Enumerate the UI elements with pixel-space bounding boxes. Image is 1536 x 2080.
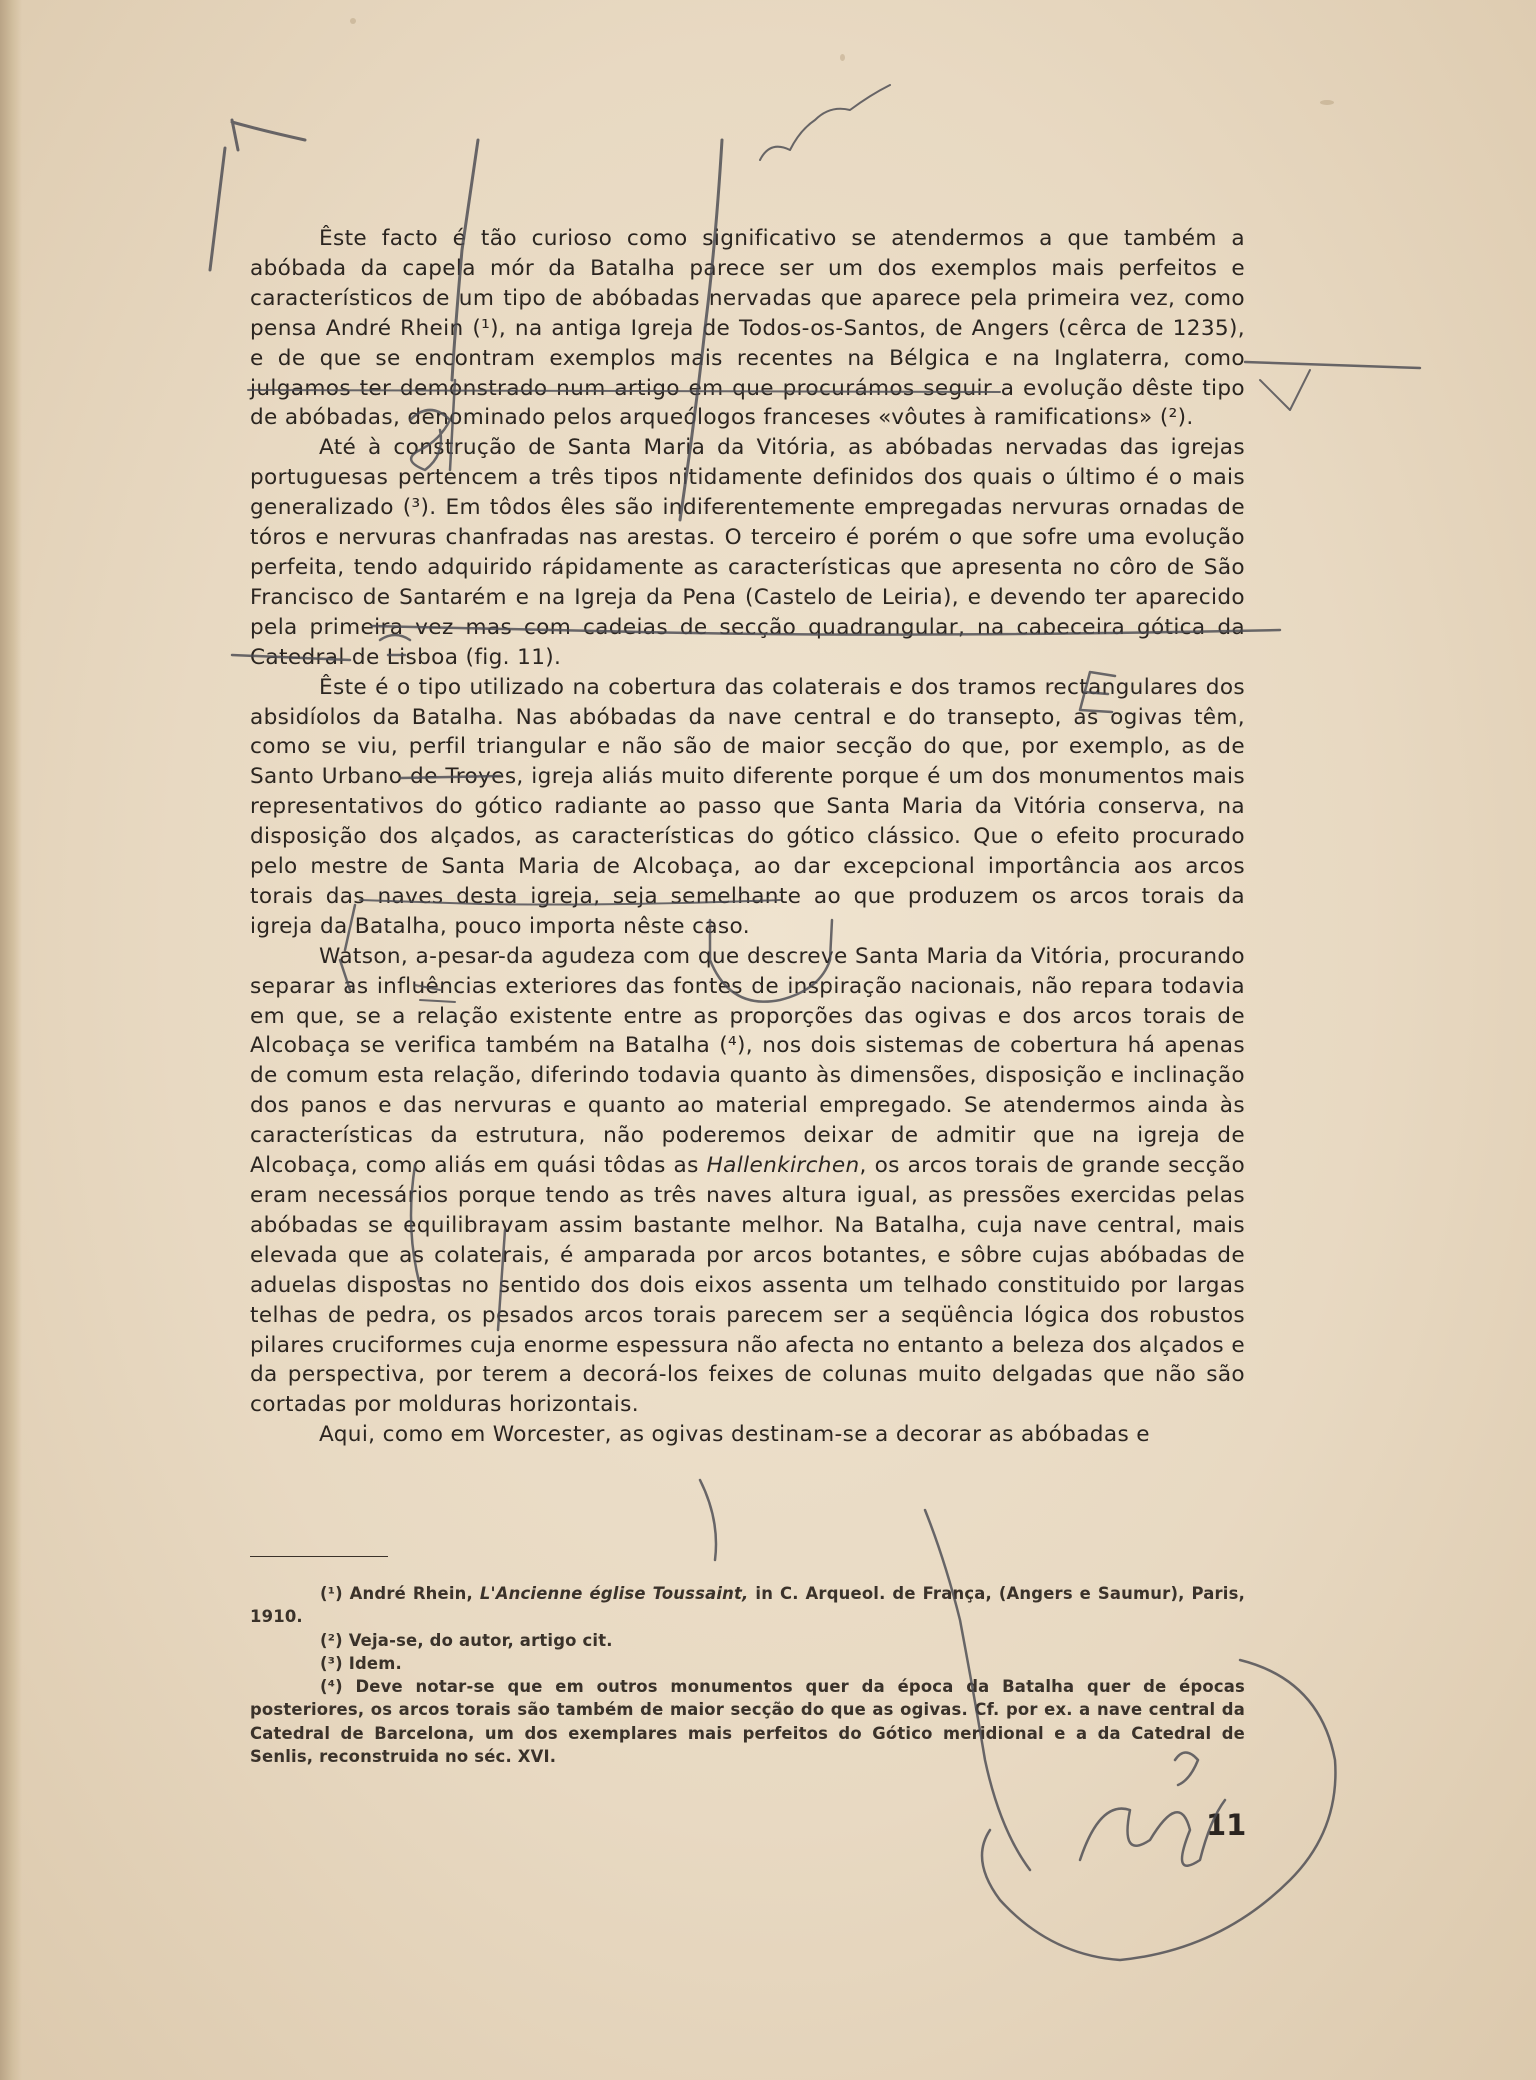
paper-spot	[1320, 100, 1334, 105]
footnote-text: Idem.	[348, 1653, 402, 1673]
pencil-line-right	[1245, 362, 1420, 368]
page-edge-shadow	[0, 0, 22, 2080]
footnote-3	[250, 1652, 1245, 1675]
paragraph-1: Êste facto é tão curioso como significativo se atendermos a que também a abóbada da capela mór da Batalha parece ser um dos exemplos mais perfeitos e característicos de um tipo de abóbadas nervadas que aparece pela primeira vez, como pensa André Rhein (¹), na antiga Igreja de Todos-os-Santos, de Angers (cêrca de 1235), e de que se encontram exemplos mais recentes na Bélgica e na Inglaterra, como julgamos ter demonstrado num artigo em que procurámos seguir a evolução dêste tipo de abóbadas, denominado pelos arqueólogos franceses «vôutes à ramifications» (²).	[250, 226, 1245, 431]
paragraph-4	[250, 942, 1245, 1421]
paper-spot	[840, 54, 845, 61]
page-number: 11	[1206, 1808, 1247, 1842]
footnote-mark: (²)	[320, 1630, 343, 1650]
footnote-1	[250, 1582, 1245, 1629]
footnotes	[250, 1582, 1245, 1768]
paragraph-4-text-a: Watson, a-pesar-da agudeza com que descreve Santa Maria da Vitória, procurando separar as influências exteriores das fontes de inspiração nacionais, não repara todavia em que, se a relação existente entre as proporções das ogivas e dos arcos torais de Alcobaça se verifica também na Batalha (⁴), nos dois sistemas de cobertura há apenas de comum esta relação, diferindo todavia quanto às dimensões, disposição e inclinação dos panos e das nervuras e quanto ao material empregado. Se atendermos ainda às características da estrutura, não poderemos deixar de admitir que na igreja de Alcobaça, como aliás em quási tôdas as	[250, 943, 1245, 1179]
paragraph-4-italic-term: Hallenkirchen	[706, 1153, 860, 1179]
pencil-signature-scribble	[1080, 1800, 1225, 1866]
paper-spot	[350, 18, 356, 24]
body-text	[250, 224, 1245, 1450]
footnote-text: Veja-se, do autor, artigo cit.	[348, 1630, 613, 1650]
footnote-italic: L'Ancienne église Toussaint,	[479, 1584, 749, 1603]
paragraph-5: Aqui, como em Worcester, as ogivas destinam-se a decorar as abóbadas e	[319, 1422, 1150, 1448]
footnote-text: Deve notar-se que em outros monumentos quer da época da Batalha quer de épocas posteriores, os arcos torais são também de maior secção do que as ogivas. Cf. por ex. a nave central da Catedral de Barcelona, um dos exemplares mais perfeitos do Gótico meridional e a da Catedral de Senlis, reconstruida no séc. XVI.	[250, 1677, 1245, 1767]
footnote-text: in C. Arqueol. de França, (Angers e Saumur), Paris, 1910.	[250, 1584, 1245, 1627]
paragraph-2: Até à construção de Santa Maria da Vitória, as abóbadas nervadas das igrejas portuguesas pertencem a três tipos nitidamente definidos dos quais o último é o mais generalizado (³). Em tôdos êles são indiferentemente empregadas nervuras ornadas de tóros e nervuras chanfradas nas arestas. O terceiro é porém o que sofre uma evolução perfeita, tendo adquirido rápidamente as características que apresenta no côro de São Francisco de Santarém e na Igreja da Pena (Castelo de Leiria), e devendo ter aparecido pela primeira vez mas com cadeias de secção quadrangular, na cabeceira gótica da Catedral de Lisboa (fig. 11).	[250, 435, 1245, 670]
footnote-mark: (⁴)	[320, 1677, 343, 1697]
footnote-4	[250, 1675, 1245, 1768]
paragraph-3: Êste é o tipo utilizado na cobertura das colaterais e dos tramos rectangulares dos absidíolos da Batalha. Nas abóbadas da nave central e do transepto, as ogivas têm, como se viu, perfil triangular e não são de maior secção do que, por exemplo, as de Santo Urbano de Troyes, igreja aliás muito diferente porque é um dos monumentos mais representativos do gótico radiante ao passo que Santa Maria da Vitória conserva, na disposição dos alçados, as características do gótico clássico. Que o efeito procurado pelo mestre de Santa Maria de Alcobaça, ao dar excepcional importância aos arcos torais das naves desta igreja, seja semelhante ao que produzem os arcos torais da igreja da Batalha, pouco importa nêste caso.	[250, 674, 1245, 939]
footnote-mark: (¹)	[320, 1584, 343, 1603]
paragraph-4-text-b: , os arcos torais de grande secção eram necessários porque tendo as três naves altura igual, as pressões exercidas pelas abóbadas se equilibravam assim bastante melhor. Na Batalha, cuja nave central, mais elevada que as colaterais, é amparada por arcos botantes, e sôbre cujas abóbadas de aduelas dispostas no sentido dos dois eixos assenta um telhado constituido por largas telhas de pedra, os pesados arcos torais parecem ser a seqüência lógica dos robustos pilares cruciformes cuja enorme espessura não afecta no entanto a beleza dos alçados e da perspectiva, por terem a decorá-los feixes de colunas muito delgadas que não são cortadas por molduras horizontais.	[250, 1153, 1246, 1418]
pencil-vertical-stroke	[700, 1480, 716, 1560]
pencil-check-right	[1260, 370, 1310, 410]
footnote-separator	[250, 1556, 388, 1557]
footnote-2	[250, 1629, 1245, 1652]
pencil-scribble	[760, 85, 890, 160]
footnote-text: André Rhein,	[349, 1584, 480, 1603]
footnote-mark: (³)	[320, 1653, 343, 1673]
